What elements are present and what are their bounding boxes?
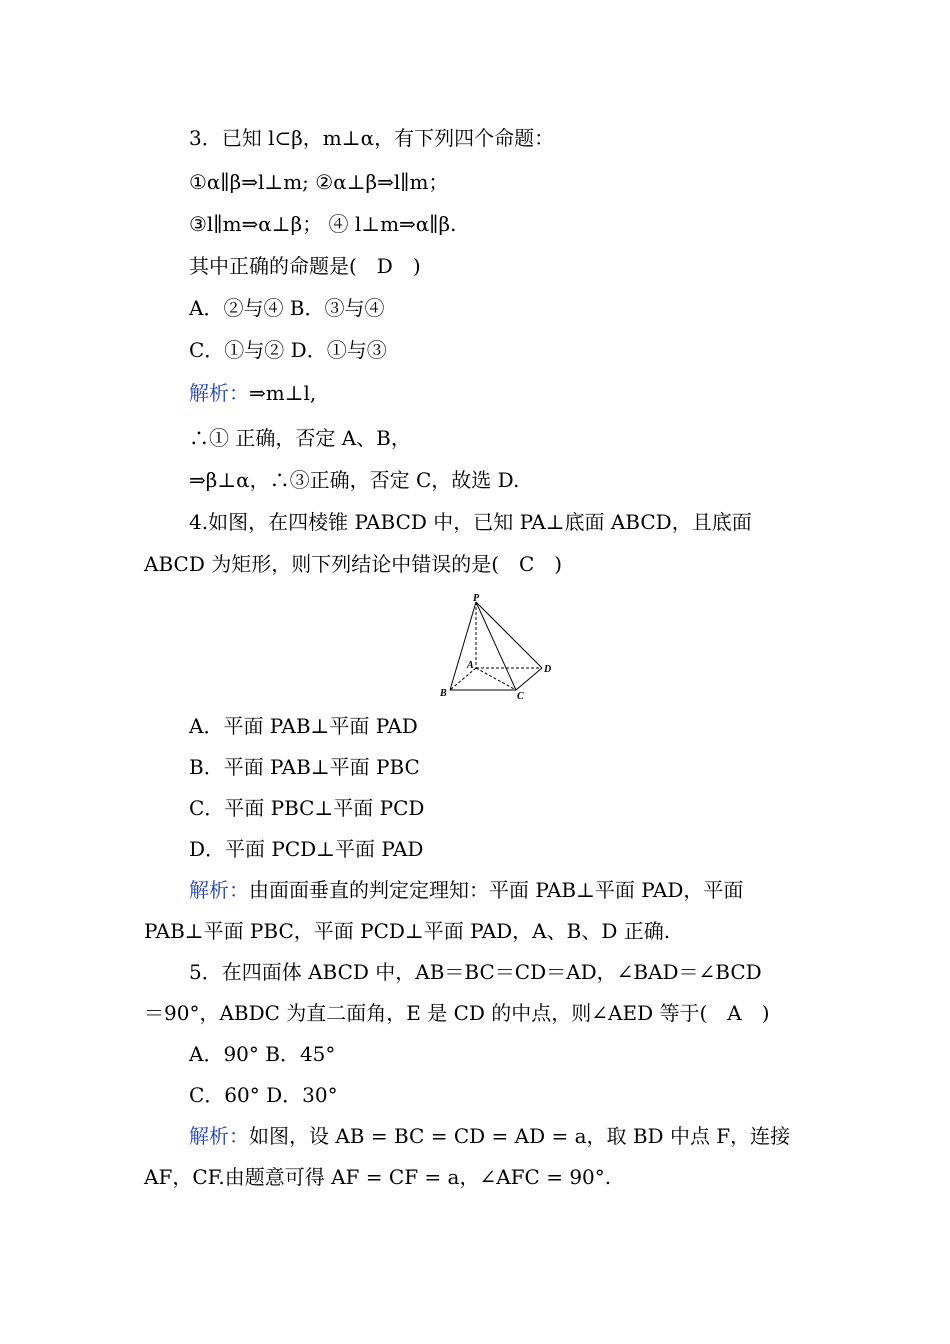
q4-solution-2: PAB⊥平面 PBC，平面 PCD⊥平面 PAD，A、B、D 正确. bbox=[144, 919, 671, 943]
q3-question: 其中正确的命题是( D ) bbox=[189, 254, 421, 278]
edge-pb bbox=[450, 602, 476, 690]
edge-cd bbox=[516, 668, 542, 690]
solution-label: 解析： bbox=[189, 381, 249, 405]
q5-options-ab: A．90° B．45° bbox=[189, 1042, 336, 1066]
q3-solution-1 bbox=[189, 379, 808, 407]
q4-option-d: D．平面 PCD⊥平面 PAD bbox=[189, 837, 424, 861]
solution-label: 解析： bbox=[189, 1124, 249, 1148]
q5-solution-2: AF，CF.由题意可得 AF = CF = a，∠AFC = 90°. bbox=[144, 1165, 612, 1189]
q3-solution-text-1: ⇒m⊥l, bbox=[249, 381, 317, 405]
q4-solution-1 bbox=[189, 876, 808, 904]
label-d: D bbox=[544, 664, 552, 675]
label-a: A bbox=[467, 660, 474, 671]
q3-propositions-1: ①α∥β⇒l⊥m; ②α⊥β⇒l∥m； bbox=[189, 170, 449, 194]
q5-options-cd: C．60° D．30° bbox=[189, 1083, 338, 1107]
q4-option-b: B．平面 PAB⊥平面 PBC bbox=[189, 755, 420, 779]
q3-options-cd: C．①与② D．①与③ bbox=[189, 338, 387, 362]
label-p: P bbox=[473, 593, 480, 604]
edge-ab bbox=[450, 668, 476, 690]
pyramid-figure bbox=[436, 592, 560, 704]
edge-pc bbox=[476, 602, 516, 690]
edge-ac bbox=[476, 668, 516, 690]
edge-pd bbox=[476, 602, 542, 668]
solution-label: 解析： bbox=[189, 878, 249, 902]
q5-stem-2: ＝90°，ABDC 为直二面角，E 是 CD 的中点，则∠AED 等于( A ) bbox=[144, 1001, 770, 1025]
q4-option-c: C．平面 PBC⊥平面 PCD bbox=[189, 796, 425, 820]
q3-stem: 3．已知 l⊂β，m⊥α，有下列四个命题： bbox=[189, 126, 555, 150]
q4-solution-text-1: 由面面垂直的判定定理知：平面 PAB⊥平面 PAD，平面 bbox=[249, 878, 744, 902]
label-b: B bbox=[440, 688, 447, 699]
q4-stem-1: 4.如图，在四棱锥 PABCD 中，已知 PA⊥底面 ABCD，且底面 bbox=[189, 510, 752, 534]
q3-solution-2: ∴① 正确，否定 A、B， bbox=[189, 426, 411, 450]
q5-stem-1: 5．在四面体 ABCD 中，AB＝BC＝CD＝AD，∠BAD＝∠BCD bbox=[189, 960, 762, 984]
q4-stem-2: ABCD 为矩形，则下列结论中错误的是( C ) bbox=[144, 552, 563, 576]
q3-propositions-2: ③l∥m⇒α⊥β； ④ l⊥m⇒α∥β. bbox=[189, 212, 457, 236]
q5-solution-1 bbox=[189, 1122, 808, 1150]
q3-options-ab: A．②与④ B．③与④ bbox=[189, 296, 385, 320]
label-c: C bbox=[517, 691, 524, 702]
q5-solution-text-1: 如图，设 AB = BC = CD = AD = a，取 BD 中点 F，连接 bbox=[249, 1124, 791, 1148]
q3-solution-3: ⇒β⊥α，∴③正确，否定 C，故选 D. bbox=[189, 468, 520, 492]
q4-option-a: A．平面 PAB⊥平面 PAD bbox=[189, 714, 418, 738]
